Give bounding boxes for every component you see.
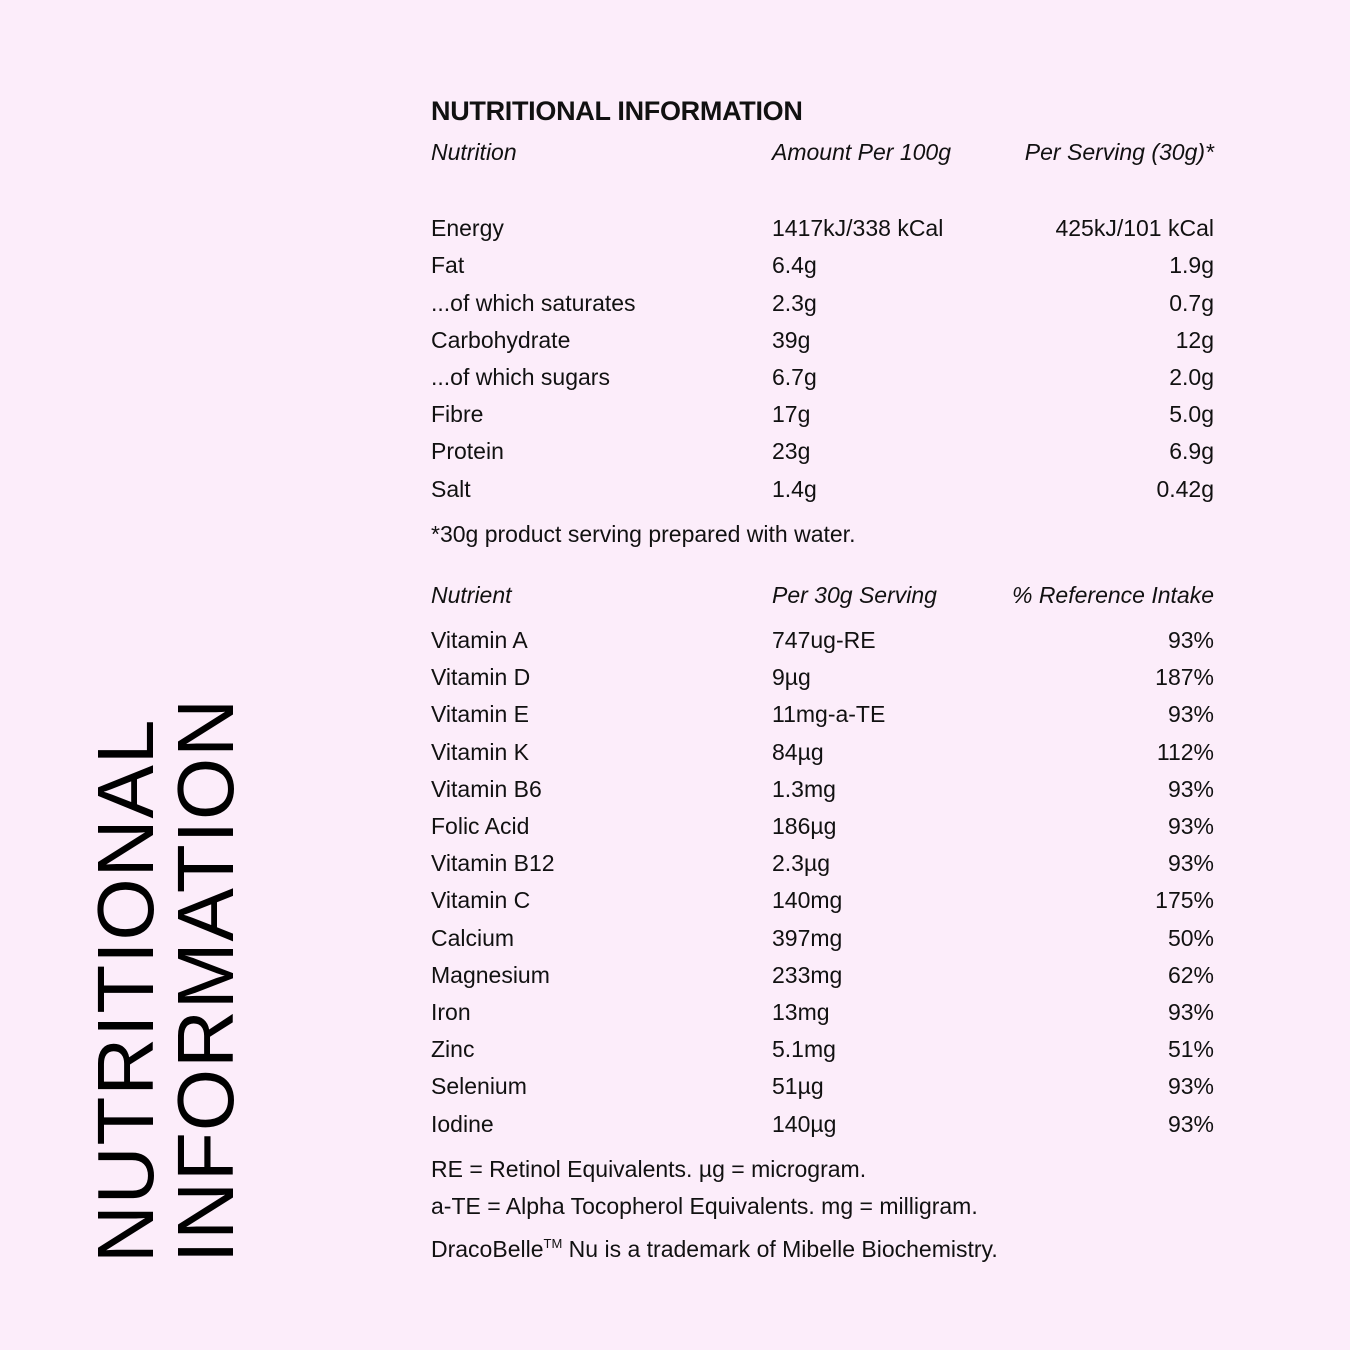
nutrition-per-100g: 6.7g: [772, 363, 817, 390]
nutrient-per-serving: 186µg: [772, 813, 837, 840]
nutrient-name: Zinc: [431, 1036, 475, 1063]
nutrition-panel: [431, 92, 1214, 1268]
trademark-brand: DracoBelle: [431, 1236, 544, 1263]
nutrient-name: Calcium: [431, 924, 515, 951]
nutrition-per-serving: 6.9g: [1169, 438, 1214, 465]
nutrition-name: Fat: [431, 252, 465, 279]
nutrient-name: Vitamin C: [431, 887, 531, 914]
nutrition-per-serving: 0.7g: [1169, 289, 1214, 316]
table-row: [431, 471, 1214, 508]
nutrient-per-serving: 140mg: [772, 887, 843, 914]
nutrient-per-serving: 51µg: [772, 1073, 824, 1100]
table-row: [431, 920, 1214, 957]
side-title-line-1: NUTRITIONAL: [81, 718, 170, 1263]
nutrient-reference-intake: 175%: [1155, 887, 1214, 914]
nutrition-table-header: [431, 134, 1214, 171]
nutrient-name: Iron: [431, 998, 471, 1025]
nutrient-per-serving: 2.3µg: [772, 850, 831, 877]
nutrient-reference-intake: 112%: [1156, 738, 1214, 765]
nutrient-per-serving: 84µg: [772, 738, 824, 765]
trademark-text: Nu is a trademark of Mibelle Biochemistry.: [562, 1236, 998, 1263]
nutrient-reference-intake: 187%: [1155, 664, 1214, 691]
nutrient-reference-intake: 93%: [1167, 1110, 1214, 1137]
table-row: [431, 1106, 1214, 1143]
nutrition-per-serving: 5.0g: [1169, 401, 1214, 428]
nutrient-per-serving: 5.1mg: [772, 1036, 836, 1063]
nutrient-per-serving: 140µg: [772, 1110, 837, 1137]
nutrient-table-header: [431, 577, 1214, 614]
nutrient-name: Folic Acid: [431, 813, 530, 840]
table-row: [431, 322, 1214, 359]
nutrient-reference-intake: 93%: [1167, 701, 1214, 728]
nutrient-table: [431, 622, 1214, 1143]
nutrient-name: Magnesium: [431, 961, 550, 988]
table-row: [431, 808, 1214, 845]
side-title-line-2: INFORMATION: [161, 697, 250, 1263]
nutrition-per-serving: 1.9g: [1169, 252, 1214, 279]
table-row: [431, 622, 1214, 659]
nutrient-name: Vitamin A: [431, 627, 528, 654]
table-row: [431, 882, 1214, 919]
table-row: [431, 396, 1214, 433]
nutrition-per-100g: 17g: [772, 401, 811, 428]
nutrition-per-serving: 2.0g: [1169, 363, 1214, 390]
nutrient-reference-intake: 93%: [1167, 998, 1214, 1025]
table-row: [431, 359, 1214, 396]
table-row: [431, 771, 1214, 808]
nutrition-per-serving: 0.42g: [1156, 475, 1214, 502]
nutrient-per-serving: 1.3mg: [772, 775, 836, 802]
nutrient-reference-intake: 93%: [1167, 627, 1214, 654]
nutrition-per-100g: 6.4g: [772, 252, 817, 279]
table-row: [431, 210, 1214, 247]
nutrition-per-serving: 425kJ/101 kCal: [1055, 215, 1214, 242]
serving-footnote: *30g product serving prepared with water.: [431, 520, 856, 547]
table-row: [431, 845, 1214, 882]
notes: [431, 1151, 1214, 1269]
nutrition-per-100g: 1417kJ/338 kCal: [772, 215, 944, 242]
nutrient-reference-intake: 51%: [1167, 1036, 1214, 1063]
nutrition-name: Carbohydrate: [431, 326, 571, 353]
table-row: [431, 734, 1214, 771]
panel-title: NUTRITIONAL INFORMATION: [431, 96, 803, 126]
table-row: [431, 247, 1214, 284]
nutrient-per-serving: 11mg-a-TE: [772, 701, 886, 728]
nutrient-reference-intake: 93%: [1167, 1073, 1214, 1100]
note-trademark: [431, 1225, 1214, 1268]
header-per-serving: Per Serving (30g)*: [1024, 139, 1214, 165]
nutrient-name: Vitamin D: [431, 664, 531, 691]
header-nutrition: Nutrition: [431, 139, 517, 165]
nutrient-per-serving: 9µg: [772, 664, 811, 691]
nutrition-per-100g: 2.3g: [772, 289, 817, 316]
nutrition-per-100g: 39g: [772, 326, 811, 353]
nutrient-name: Selenium: [431, 1073, 527, 1100]
nutrition-per-100g: 23g: [772, 438, 811, 465]
header-per-30g-serving: Per 30g Serving: [772, 581, 937, 608]
note-retinol: RE = Retinol Equivalents. µg = microgram.: [431, 1155, 867, 1182]
nutrient-name: Iodine: [431, 1110, 494, 1137]
nutrient-reference-intake: 93%: [1167, 775, 1214, 802]
table-row: [431, 433, 1214, 470]
nutrient-reference-intake: 93%: [1167, 813, 1214, 840]
nutrient-name: Vitamin B12: [431, 850, 555, 877]
nutrient-reference-intake: 50%: [1167, 924, 1214, 951]
nutrition-table: [431, 210, 1214, 508]
header-amount-per-100g: Amount Per 100g: [772, 139, 952, 165]
nutrient-name: Vitamin B6: [431, 775, 542, 802]
nutrient-per-serving: 13mg: [772, 998, 830, 1025]
nutrition-name: Fibre: [431, 401, 484, 428]
nutrition-name: ...of which sugars: [431, 363, 610, 390]
nutrient-per-serving: 397mg: [772, 924, 843, 951]
table-row: [431, 696, 1214, 733]
nutrient-name: Vitamin K: [431, 738, 530, 765]
table-row: [431, 1031, 1214, 1068]
nutrient-reference-intake: 62%: [1167, 961, 1214, 988]
nutrition-name: Energy: [431, 215, 504, 242]
nutrition-name: Protein: [431, 438, 504, 465]
header-reference-intake: % Reference Intake: [1011, 581, 1214, 608]
table-row: [431, 285, 1214, 322]
nutrient-per-serving: 747ug-RE: [772, 627, 876, 654]
nutrient-per-serving: 233mg: [772, 961, 843, 988]
table-row: [431, 659, 1214, 696]
table-row: [431, 994, 1214, 1031]
note-tocopherol: a-TE = Alpha Tocopherol Equivalents. mg = milligram.: [431, 1192, 978, 1219]
nutrition-name: ...of which saturates: [431, 289, 636, 316]
table-row: [431, 957, 1214, 994]
trademark-symbol: TM: [543, 1236, 563, 1252]
nutrient-name: Vitamin E: [431, 701, 530, 728]
header-nutrient: Nutrient: [431, 581, 512, 608]
table-row: [431, 1068, 1214, 1105]
nutrition-per-100g: 1.4g: [772, 475, 817, 502]
nutrition-name: Salt: [431, 475, 471, 502]
nutrition-per-serving: 12g: [1175, 326, 1214, 353]
nutrient-reference-intake: 93%: [1167, 850, 1214, 877]
